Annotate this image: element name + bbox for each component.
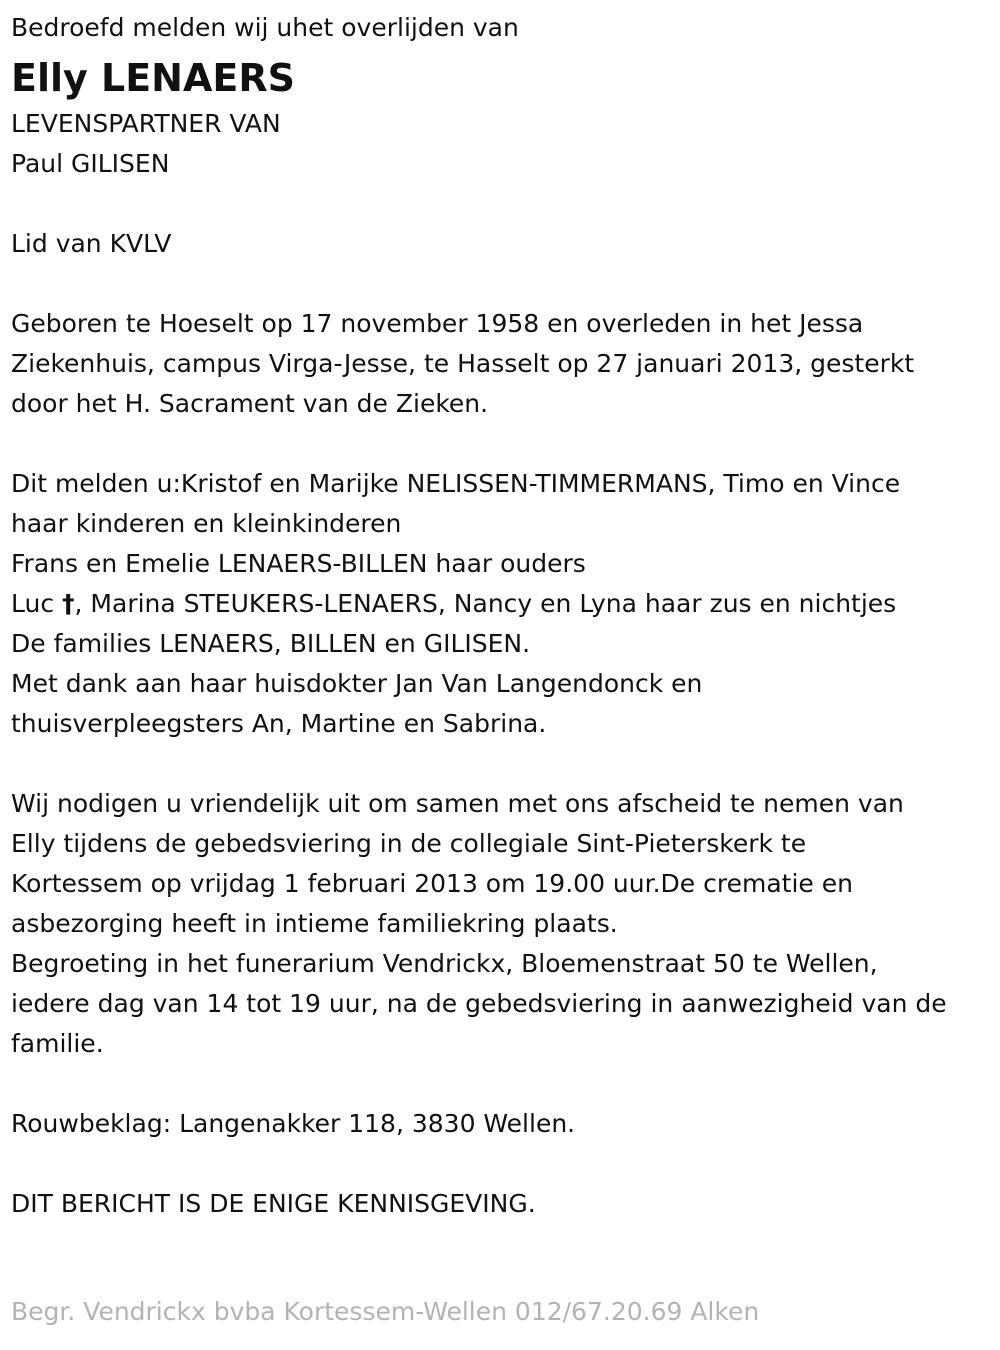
funeral-home-footer: Begr. Vendrickx bvba Kortessem-Wellen 012/67.20.69 Alken (11, 1297, 760, 1326)
family-members-text: , Marina STEUKERS-LENAERS, Nancy en Lyna haar zus en nichtjes (74, 589, 897, 618)
paragraph-line: Dit melden u:Kristof en Marijke NELISSEN-TIMMERMANS, Timo en Vince (11, 469, 901, 498)
spacer (11, 264, 1000, 304)
spacer (11, 744, 1000, 784)
paragraph-line: Geboren te Hoeselt op 17 november 1958 en overleden in het Jessa (11, 309, 864, 338)
paragraph-line: iedere dag van 14 tot 19 uur, na de gebedsviering in aanwezigheid van de (11, 989, 947, 1018)
paragraph-line: Met dank aan haar huisdokter Jan Van Langendonck en (11, 669, 703, 698)
paragraph-line: Begroeting in het funerarium Vendrickx, Bloemenstraat 50 te Wellen, (11, 949, 878, 978)
paragraph-line: De families LENAERS, BILLEN en GILISEN. (11, 629, 531, 658)
paragraph-line: Frans en Emelie LENAERS-BILLEN haar ouders (11, 549, 586, 578)
birth-death-paragraph (11, 304, 1000, 424)
paragraph-line: familie. (11, 1029, 104, 1058)
family-member-name: Luc (11, 589, 63, 618)
spacer (11, 1144, 1000, 1184)
paragraph-line: thuisverpleegsters An, Martine en Sabrina. (11, 709, 547, 738)
spacer (11, 424, 1000, 464)
ceremony-paragraph (11, 784, 1000, 1064)
family-paragraph (11, 464, 1000, 744)
spacer (11, 1064, 1000, 1104)
intro-text: Bedroefd melden wij uhet overlijden van (11, 13, 519, 42)
notice-text: DIT BERICHT IS DE ENIGE KENNISGEVING. (11, 1189, 536, 1218)
paragraph-line (11, 584, 1000, 624)
deceased-name: Elly LENAERS (11, 56, 295, 100)
spacer (11, 184, 1000, 224)
membership-text: Lid van KVLV (11, 229, 172, 258)
cross-icon: † (62, 589, 75, 618)
condolence-address: Rouwbeklag: Langenakker 118, 3830 Wellen. (11, 1109, 576, 1138)
paragraph-line: Elly tijdens de gebedsviering in de collegiale Sint-Pieterskerk te (11, 829, 807, 858)
paragraph-line: Wij nodigen u vriendelijk uit om samen met ons afscheid te nemen van (11, 789, 904, 818)
paragraph-line: Kortessem op vrijdag 1 februari 2013 om 19.00 uur.De crematie en (11, 869, 853, 898)
paragraph-line: Ziekenhuis, campus Virga-Jesse, te Hasselt op 27 januari 2013, gesterkt (11, 349, 915, 378)
paragraph-line: haar kinderen en kleinkinderen (11, 509, 402, 538)
paragraph-line: door het H. Sacrament van de Zieken. (11, 389, 489, 418)
partner-name: Paul GILISEN (11, 149, 170, 178)
relation-label: LEVENSPARTNER VAN (11, 109, 281, 138)
paragraph-line: asbezorging heeft in intieme familiekring plaats. (11, 909, 618, 938)
